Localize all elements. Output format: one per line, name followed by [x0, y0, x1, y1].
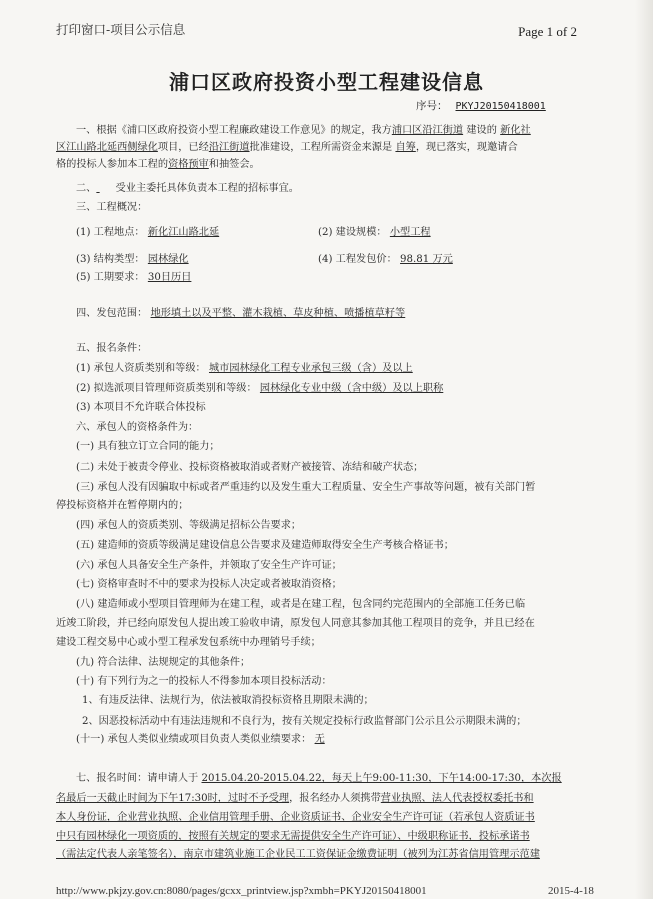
sec6-item8-cont2: 建设工程交易中心或小型工程承发包系统中办理销号手续； — [56, 637, 321, 648]
sec6-item8-cont1: 近竣工阶段，并已经向原发包人提出竣工验收申请，原发包人同意其参加其他工程项目的竞争，并且已经在 — [56, 618, 535, 629]
sec3-period: (5) 工期要求： 30日历日 — [76, 272, 192, 283]
sec6-item3-cont: 停投标资格并在暂停期内的； — [56, 500, 189, 511]
sec1-method: 资格预审 — [168, 159, 209, 170]
page-edge-shadow — [635, 0, 653, 899]
sec6-item9: (九) 符合法律、法规规定的其他条件； — [76, 657, 251, 668]
sec6-item7: (七) 资格审查时不中的要求为投标人决定或者被取消资格； — [76, 579, 342, 590]
sec1-line2: 区江山路北延西侧绿化项目，已经沿江街道批准建设，工程所需资金来源是 自筹，现已落实，现邀请合 — [56, 142, 518, 153]
sec7-line5: （需法定代表人亲笔签名），南京市建筑业施工企业民工工资保证金缴费证明（被列为江苏省信用管理示范建 — [56, 849, 540, 860]
sec6-item10: (十) 有下列行为之一的投标人不得参加本项目投标活动： — [76, 676, 332, 687]
sec1-project-a: 新化社 — [500, 125, 531, 136]
sec3-structure: (3) 结构类型： 园林绿化 — [76, 254, 189, 265]
sec6-heading: 六、承包人的资格条件为： — [76, 422, 199, 433]
sec3-scale: (2) 建设规模： 小型工程 — [318, 227, 431, 238]
sec4-scope: 四、发包范围： 地形填土以及平整、灌木栽植、草皮种植、喷播植草籽等 — [76, 308, 406, 319]
sec6-item10-2: 2、因恶投标活动中有违法违规和不良行为，按有关规定投标行政监督部门公示且公示期限未满的； — [82, 716, 527, 727]
serial-value: PKYJ20150418001 — [455, 101, 546, 112]
footer-url: http://www.pkjzy.gov.cn:8080/pages/gcxx_printview.jsp?xmbh=PKYJ20150418001 — [56, 885, 427, 897]
print-window-title: 打印窗口-项目公示信息 — [56, 22, 186, 37]
sec1-project-b: 区江山路北延西侧绿化 — [56, 142, 158, 153]
sec3-location: (1) 工程地点： 新化江山路北延 — [76, 227, 220, 238]
sec2-line: 二、 受业主委托具体负责本工程的招标事宜。 — [76, 183, 299, 194]
sec3-heading: 三、工程概况： — [76, 202, 148, 213]
sec5-cond2: (2) 拟选派项目管理师资质类别和等级： 园林绿化专业中级（含中级）及以上职称 — [76, 383, 444, 394]
sec1-line1: 一、根据《浦口区政府投资小型工程廉政建设工作意见》的规定，我方浦口区沿江街道 建设的 新化社 — [76, 125, 531, 136]
sec7-line2: 名最后一天截止时间为下午17:30时，过时不予受理，报名经办人须携带营业执照、法人代表授权委托书和 — [56, 793, 534, 804]
sec6-item2: (二) 未处于被责令停业、投标资格被取消或者财产被接管、冻结和破产状态； — [76, 462, 424, 473]
sec1-approver: 沿江街道 — [208, 142, 250, 153]
sec5-heading: 五、报名条件： — [76, 343, 148, 354]
sec7-line1: 七、报名时间：请申请人于 2015.04.20-2015.04.22，每天上午9:00-11:30，下午14:00-17:30，本次报 — [76, 773, 562, 784]
sec7-dates: 2015.04.20-2015.04.22，每天上午9:00-11:30，下午14:00-17:30，本次报 — [201, 773, 562, 784]
sec6-item11: (十一) 承包人类似业绩或项目负责人类似业绩要求： 无 — [76, 734, 325, 745]
sec5-cond1: (1) 承包人资质类别和等级： 城市园林绿化工程专业承包三级（含）及以上 — [76, 363, 413, 374]
sec6-item10-1: 1、有违反法律、法规行为，依法被取消投标资格且期限未满的； — [82, 695, 374, 706]
serial-label: 序号： — [416, 100, 448, 112]
sec6-item8: (八) 建造师或小型项目管理师为在建工程，或者是在建工程，包含同约完范围内的全部施工任务已临 — [76, 599, 526, 610]
page-indicator: Page 1 of 2 — [518, 24, 577, 39]
sec6-item6: (六) 承包人具备安全生产条件，并领取了安全生产许可证； — [76, 560, 342, 571]
serial-number — [416, 98, 546, 113]
document-title: 浦口区政府投资小型工程建设信息 — [169, 70, 484, 94]
sec6-item4: (四) 承包人的资质类别、等级满足招标公告要求； — [76, 520, 302, 531]
sec7-line3: 本人身份证，企业营业执照、企业信用管理手册、企业资质证书、企业安全生产许可证（若承包人资质证书 — [56, 812, 535, 823]
sec7-line4: 中只有园林绿化一项资质的，按照有关规定的要求无需提供安全生产许可证）、中级职称证书，投标承诺书 — [56, 831, 530, 842]
sec5-cond3: (3) 本项目不允许联合体投标 — [76, 402, 206, 413]
footer-date: 2015-4-18 — [548, 885, 594, 897]
sec1-unit: 浦口区沿江街道 — [391, 125, 464, 136]
sec6-item3: (三) 承包人没有因骗取中标或者严重违约以及发生重大工程质量、安全生产事故等问题，被有关部门暂 — [76, 482, 536, 493]
sec6-item5: (五) 建造师的资质等级满足建设信息公告要求及建造师取得安全生产考核合格证书； — [76, 540, 454, 551]
sec1-line3: 格的投标人参加本工程的资格预审和抽签会。 — [56, 159, 260, 170]
sec6-item1: (一) 具有独立订立合同的能力； — [76, 441, 220, 452]
sec3-price: (4) 工程发包价： 98.81 万元 — [318, 254, 453, 265]
sec1-funds: 自筹 — [395, 142, 416, 153]
